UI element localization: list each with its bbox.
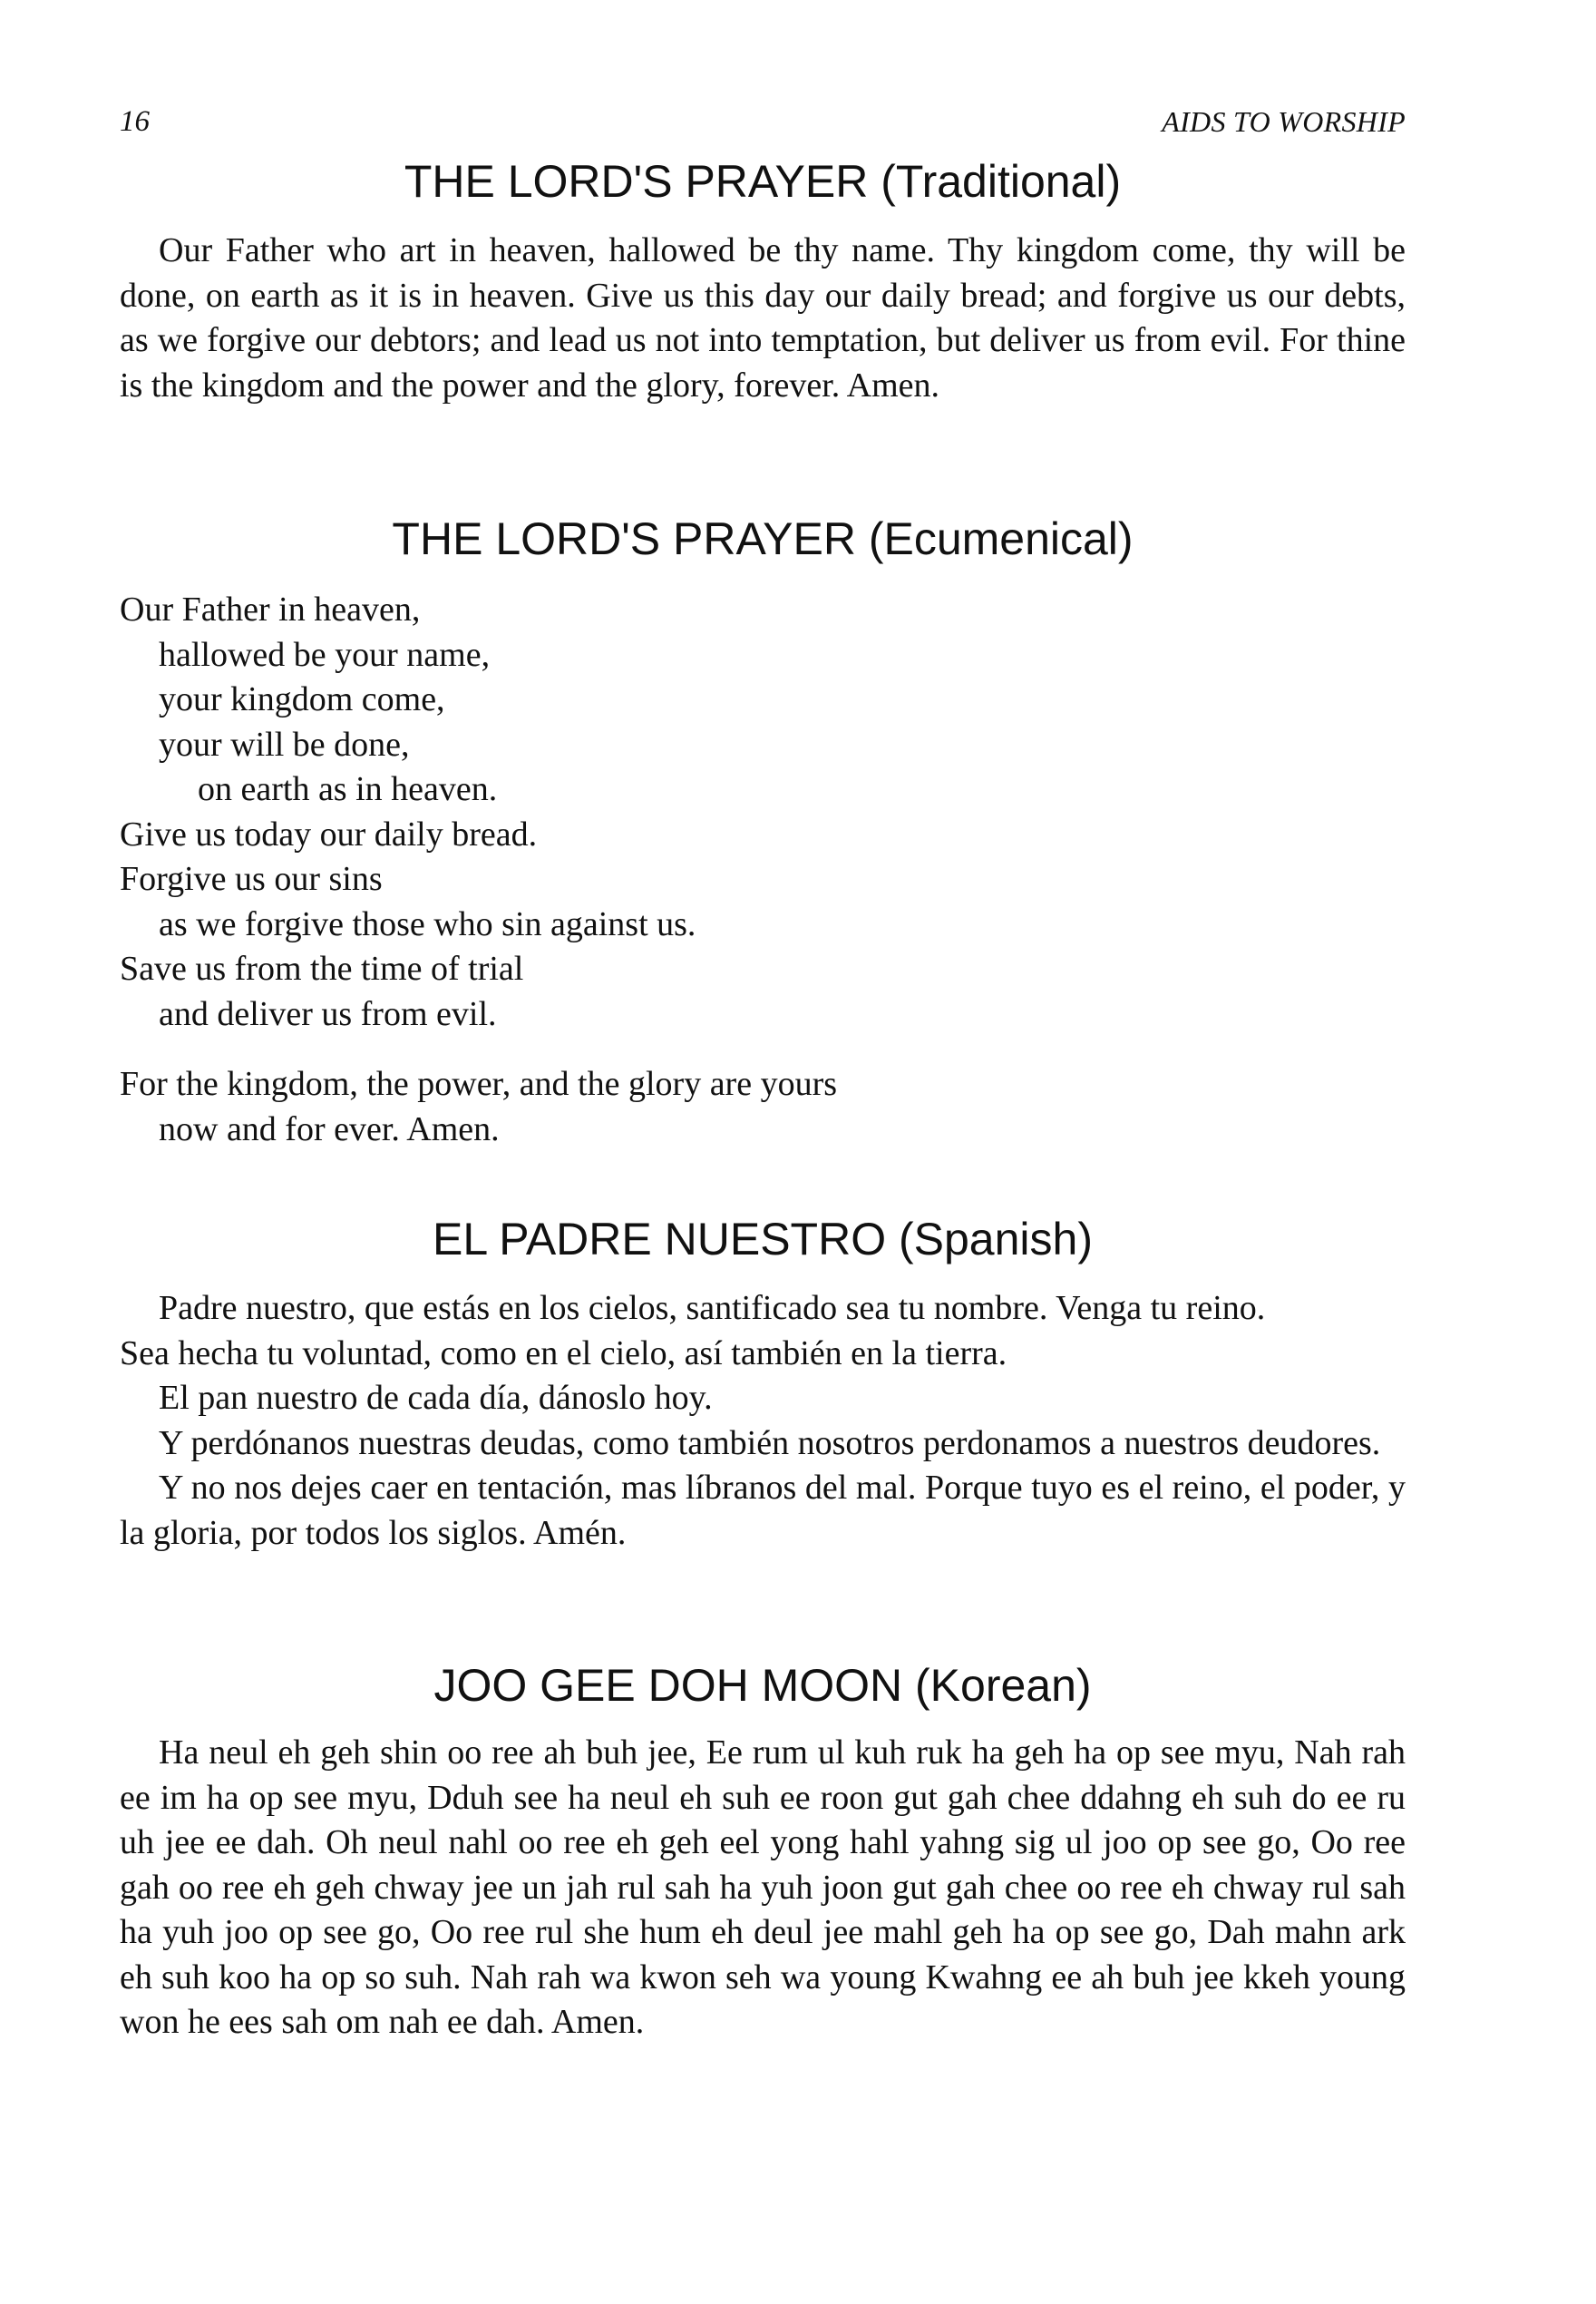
- verse-line: Forgive us our sins: [120, 860, 383, 898]
- verse-line: your will be done,: [159, 725, 410, 764]
- verse-line: on earth as in heaven.: [198, 770, 498, 808]
- korean-text: [120, 1731, 1406, 2045]
- spanish-title: EL PADRE NUESTRO (Spanish): [433, 1214, 1093, 1264]
- korean-title: JOO GEE DOH MOON (Korean): [433, 1660, 1092, 1711]
- spanish-paragraph: Sea hecha tu voluntad, como en el cielo, así también en la tierra.: [120, 1333, 1007, 1372]
- verse-line: now and for ever. Amen.: [159, 1109, 500, 1148]
- traditional-title: THE LORD'S PRAYER (Traditional): [404, 156, 1122, 207]
- spanish-text: [120, 1286, 1406, 1556]
- verse-line: your kingdom come,: [159, 680, 445, 718]
- traditional-text: [120, 229, 1406, 408]
- verse-line: Give us today our daily bread.: [120, 815, 538, 854]
- verse-line: For the kingdom, the power, and the glory are yours: [120, 1065, 838, 1103]
- ecumenical-doxology: [120, 1062, 1406, 1152]
- verse-line: hallowed be your name,: [159, 635, 491, 674]
- traditional-paragraph: Our Father who art in heaven, hallowed be thy name. Thy kingdom come, thy will be done, on earth as it is in heaven. Give us this day our daily bread; and forgive us our debts, as we forgive our debtors; and lead us not into temptation, but deliver us from evil. For thine is the kingdom and the power and the glory, forever. Amen.: [120, 231, 1406, 405]
- page-number: 16: [120, 105, 150, 138]
- verse-line: Save us from the time of trial: [120, 950, 524, 988]
- ecumenical-verse: [120, 588, 1406, 1037]
- spanish-paragraph: El pan nuestro de cada día, dánoslo hoy.: [159, 1379, 713, 1417]
- spanish-paragraph: Y perdónanos nuestras deudas, como también nosotros perdonamos a nuestros deudores.: [159, 1423, 1381, 1462]
- running-title: AIDS TO WORSHIP: [1162, 105, 1406, 138]
- spanish-paragraph: Padre nuestro, que estás en los cielos, santificado sea tu nombre. Venga tu reino.: [159, 1289, 1266, 1327]
- korean-paragraph: Ha neul eh geh shin oo ree ah buh jee, Ee rum ul kuh ruk ha geh ha op see myu, Nah rah ee im ha op see myu, Dduh see ha neul eh suh ee roon gut gah chee ddahng eh suh do ee ru uh jee ee dah. Oh neul nahl oo ree eh geh eel yong hahl yahng sig ul joo op see go, Oo ree gah oo ree eh geh chway jee un jah rul sah ha yuh joon gut gah chee oo ree eh chway rul sah ha yuh joo op see go, Oo ree rul she hum eh deul jee mahl geh ha op see go, Dah mahn ark eh suh koo ha op so suh. Nah rah wa kwon seh wa young Kwahng ee ah buh jee kkeh young won he ees sah om nah ee dah. Amen.: [120, 1733, 1406, 2041]
- spanish-paragraph: Y no nos dejes caer en tentación, mas líbranos del mal. Porque tuyo es el reino, el poder, y la gloria, por todos los siglos. Amén.: [120, 1469, 1406, 1552]
- verse-line: Our Father in heaven,: [120, 591, 421, 629]
- verse-line: as we forgive those who sin against us.: [159, 904, 696, 943]
- ecumenical-title: THE LORD'S PRAYER (Ecumenical): [392, 513, 1134, 564]
- verse-line: and deliver us from evil.: [159, 994, 497, 1033]
